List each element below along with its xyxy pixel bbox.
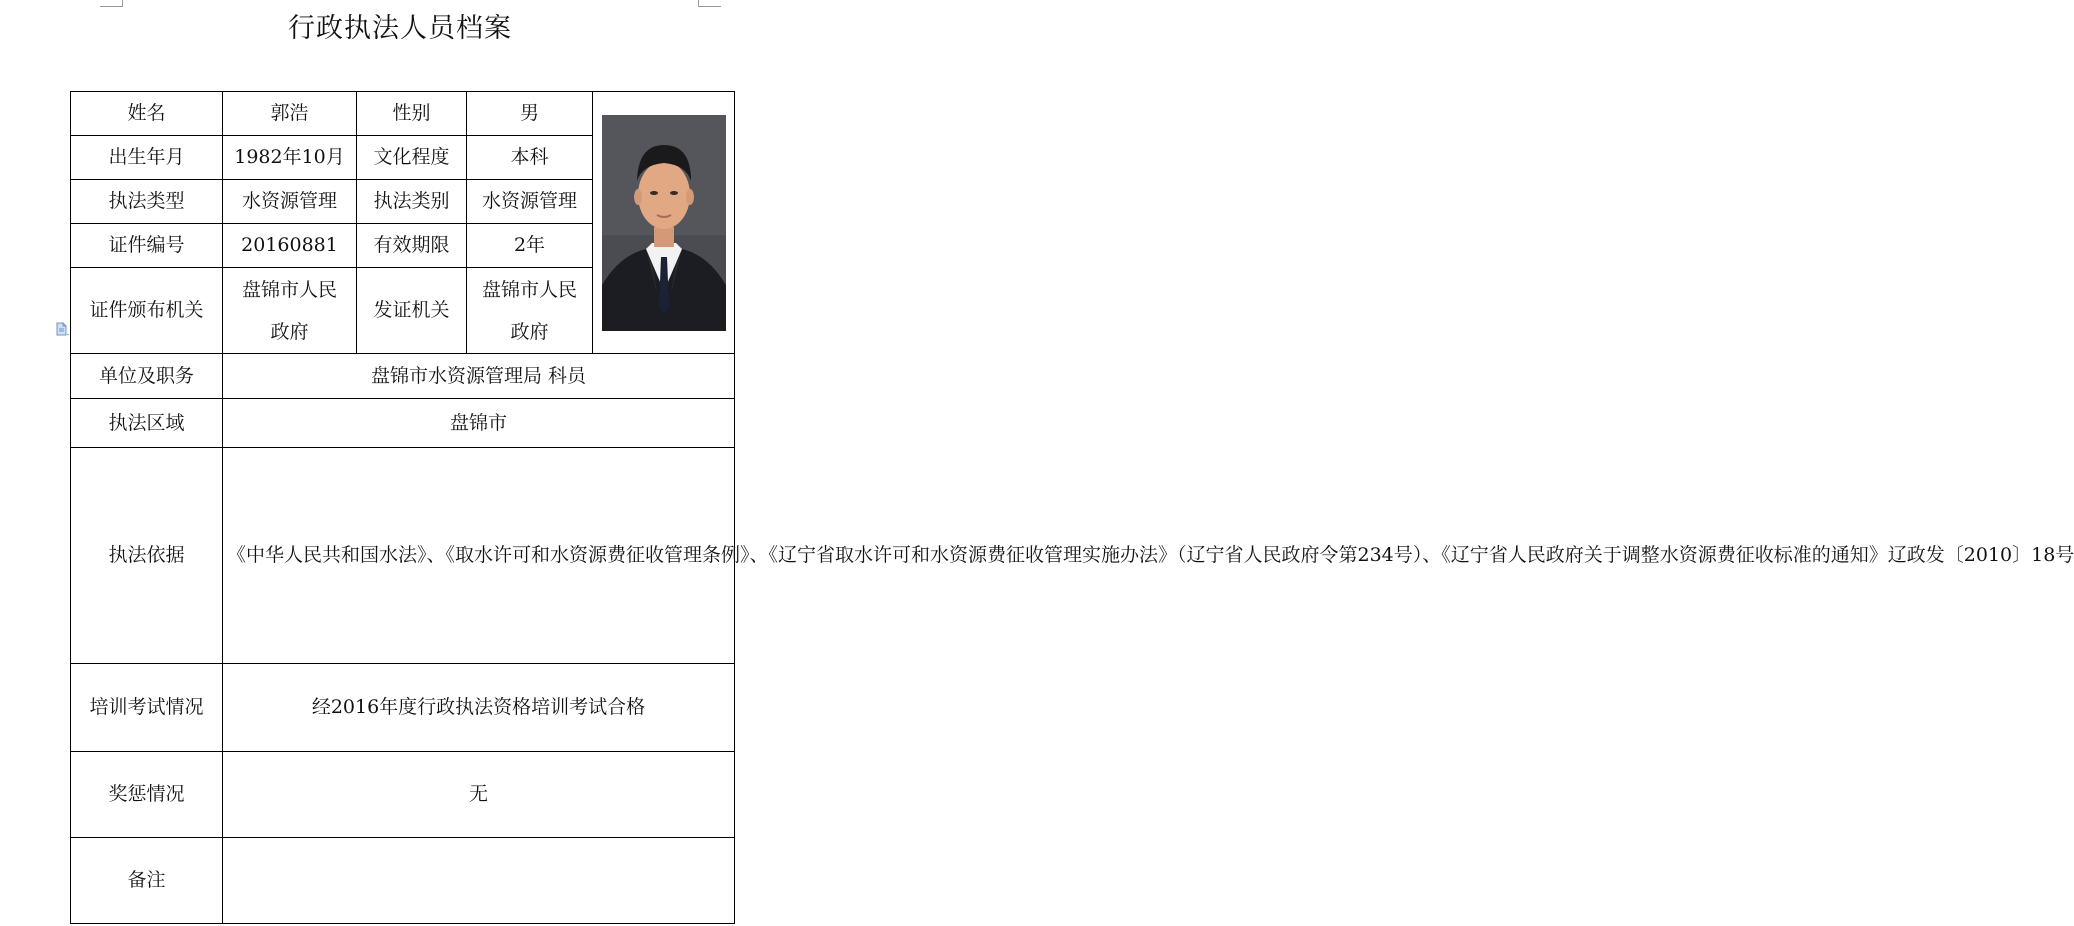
label-birth: 出生年月 [71,136,223,180]
label-issuing-authority: 证件颁布机关 [71,268,223,354]
row-training [71,664,735,752]
record-table [70,91,2074,924]
value-birth: 1982年10月 [223,136,357,180]
label-certificate-number: 证件编号 [71,224,223,268]
row-basis [71,448,735,664]
label-gender: 性别 [357,92,467,136]
photo-cell [593,92,735,354]
row-rewards [71,752,735,838]
value-rewards-penalties: 无 [223,752,735,838]
label-unit-position: 单位及职务 [71,354,223,399]
value-gender: 男 [467,92,593,136]
value-enforcement-basis: 《中华人民共和国水法》、《取水许可和水资源费征收管理条例》、《辽宁省取水许可和水资源费征收管理实施办法》（辽宁省人民政府令第234号）、《辽宁省人民政府关于调整水资源费征收标准的通知》辽政发〔2010〕18号 [223,448,735,664]
value-enforcement-class: 水资源管理 [467,180,593,224]
label-training-exam: 培训考试情况 [71,664,223,752]
row-unit [71,354,735,399]
value-issuing-authority-line1: 盘锦市人民 [241,278,337,301]
label-enforcement-class: 执法类别 [357,180,467,224]
label-name: 姓名 [71,92,223,136]
value-unit-position: 盘锦市水资源管理局 科员 [223,354,735,399]
label-enforcement-area: 执法区域 [71,399,223,448]
value-certifying-authority [467,268,593,354]
value-name: 郭浩 [223,92,357,136]
row-area [71,399,735,448]
value-education: 本科 [467,136,593,180]
value-training-exam: 经2016年度行政执法资格培训考试合格 [223,664,735,752]
label-enforcement-type: 执法类型 [71,180,223,224]
label-education: 文化程度 [357,136,467,180]
value-validity: 2年 [467,224,593,268]
person-photo [602,115,726,331]
document-title: 行政执法人员档案 [288,13,512,44]
row-name [71,92,735,136]
value-enforcement-type: 水资源管理 [223,180,357,224]
row-remarks [71,838,735,924]
value-remarks[interactable] [223,838,735,924]
document-icon[interactable] [54,322,70,338]
value-issuing-authority [223,268,357,354]
value-certificate-number: 20160881 [223,224,357,268]
label-certifying-authority: 发证机关 [357,268,467,354]
value-enforcement-area: 盘锦市 [223,399,735,448]
label-enforcement-basis: 执法依据 [71,448,223,664]
label-remarks: 备注 [71,838,223,924]
value-certifying-authority-line1: 盘锦市人民 [481,278,577,301]
label-rewards-penalties: 奖惩情况 [71,752,223,838]
label-validity: 有效期限 [357,224,467,268]
value-certifying-authority-line2: 政府 [510,320,549,343]
value-issuing-authority-line2: 政府 [270,320,309,343]
